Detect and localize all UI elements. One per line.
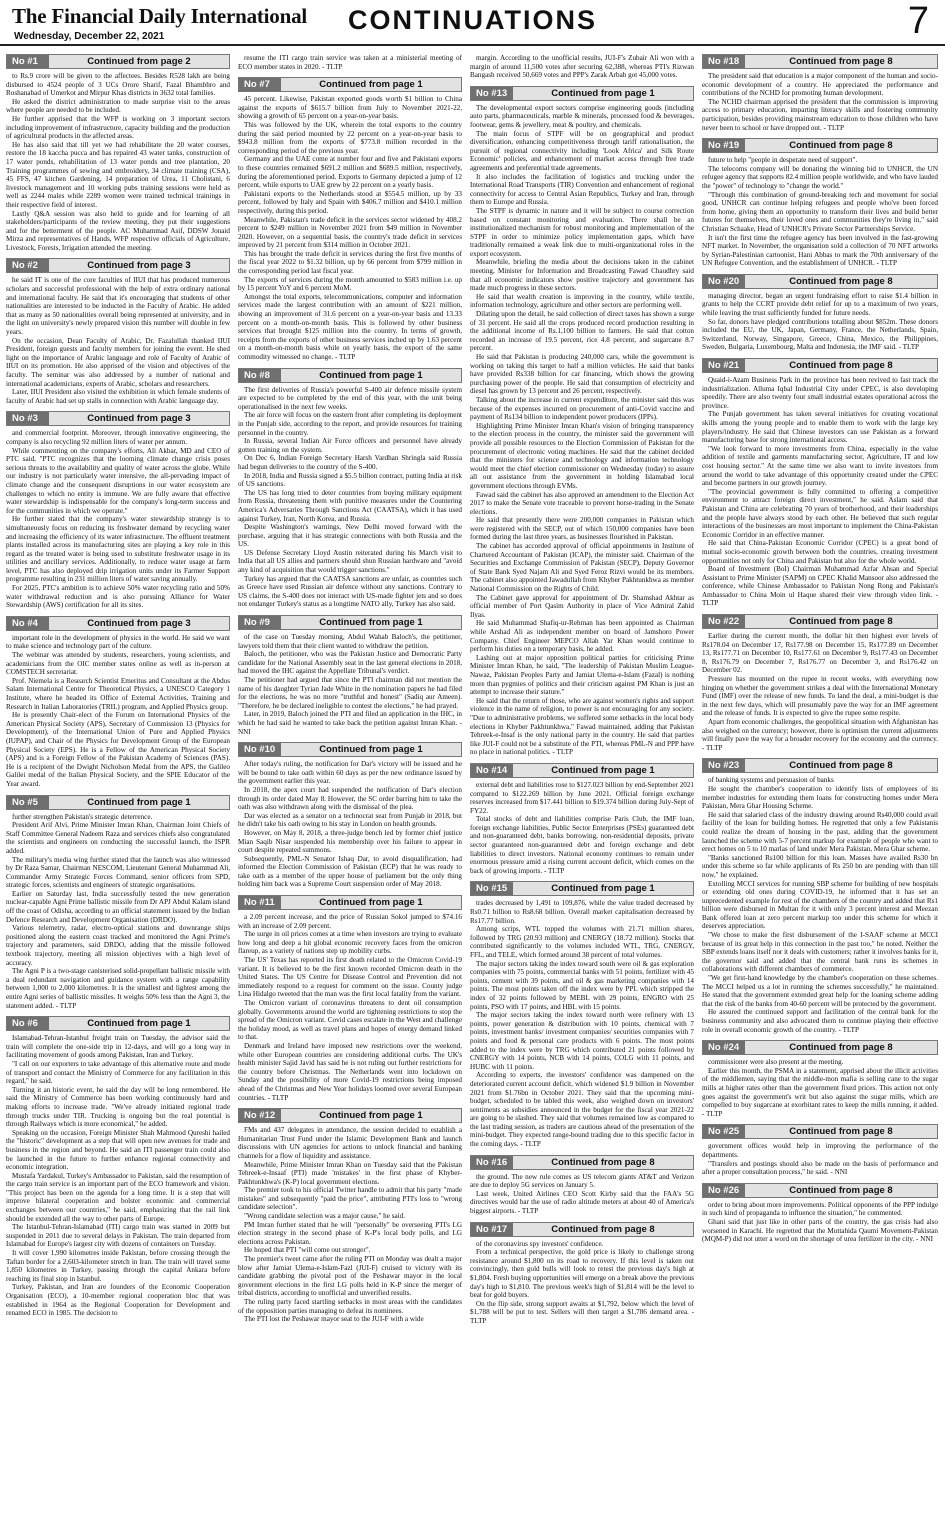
paragraph: In Russia, several Indian Air Force officers and personnel have already gotten training on the system.: [238, 437, 462, 454]
paragraph: According to experts, the investors' confidence was dampened on the deteriorated current account deficit, which widened $1.9 billion in November 2021 from $1.76bn in October 2021. They said that the upcoming mini-budget, scheduled to be tabled this week, also weighed down on investors' sentiments as subsidies announced in the budget for the fiscal year 2021-22 are going to be slashed. They said that volumes remained low as compared to the last trading session, as traders are cautious ahead of the presentation of the mini-budget. They expected range-bound trading due to this specific factor in the coming days. - TLTP: [470, 1071, 694, 1149]
article-body: [238, 54, 462, 71]
paragraph: The major sectors taking the index toward north were refinery with 13 points, power generation & distribution with 10 points, chemical with 7 points, investment banks/ investment companies/ securities companies with 7 points and food & personal care products with 6 points. The most points added to the index were by TRG which contributed 21 points followed by CNERGY with 14 points, NCB with 14 points, COLG with 11 points, and HUBC with 11 points.: [470, 1011, 694, 1071]
article-continuation: [238, 77, 462, 361]
continuation-header: [470, 1222, 694, 1237]
paragraph: Subsequently, PML-N Senator Ishaq Dar, to avoid disqualification, had informed the Election Commission of Pakistan (ECP) that he was ready to take oath as a member of the upper house of parliament but the only thing holding him back was a Supreme Court suspension order of May 2018.: [238, 854, 462, 889]
continuation-header: [238, 895, 462, 910]
paragraph: The major sectors taking the index toward south were oil & gas exploration companies with 75 points, commercial banks with 51 points, fertilizer with 45 points, cement with 39 points, and oil & gas marketing companies with 14 points. The most points taken off the index were by PPL which stripped the index of 32 points followed by MEBL with 29 points, ENGRO with 25 points, PSO with 17 points, and HBL with 15 points.: [470, 959, 694, 1011]
continued-from-label: Continued from page 1: [513, 882, 693, 895]
paragraph: It also includes the facilitation of logistics and trucking under the International Road Transports (TIR) Convention and enhancement of regional connectivity for access to Central Asian Republics, Turkey and Iran, through them to Europe and Russia.: [470, 172, 694, 207]
column-3: [470, 54, 694, 1524]
continued-from-label: Continued from page 1: [49, 796, 229, 809]
article-continuation: [702, 138, 938, 268]
continuation-header: [702, 758, 938, 773]
continued-from-label: Continued from page 1: [513, 87, 693, 100]
article-body: [238, 760, 462, 889]
paragraph: The Omicron variant of coronavirus threatens to dent oil consumption globally. Governments around the world are tightening restrictions to stop the spread of the Omicron variant. Covid cases escalate in the West and challenge the holiday mood, as well as travel plans and hopes of energy demand linked to that.: [238, 999, 462, 1042]
paragraph: The premier's tweet came after the ruling PTI on Monday was dealt a major blow after Jamiat Ulema-e-Islam-Fazl (JUI-F) cruised to victory with its candidate grabbing the pivotal post of the Peshawar mayor in the local government elections in the first LG polls held in K-P since the merger of tribal districts, according to unofficial and unverified results.: [238, 1255, 462, 1298]
story-number: No #16: [471, 1156, 513, 1169]
paragraph: external debt and liabilities rose to $127.023 billion by end-September 2021 compared to $122.269 billion by June 2021. Official foreign exchange reserves increased from $17.441 billion to $19.374 billion during July-Sept of FY22.: [470, 780, 694, 815]
article-continuation: [6, 795, 230, 1011]
story-number: No #8: [239, 369, 281, 382]
article-body: [6, 813, 230, 1011]
paragraph: he said IT is one of the core faculties of IIUI that has produced numerous scholars and successful professional with the help of extra ordinary national and international faculty. He said that it's encouraging that students of other nationalities are interested to be inducted in the Faculty of Arabic. He added that as many as 50 nationalities overall being represented at university, and in the light on university's newly prepared vision this number will double in few years.: [6, 276, 230, 337]
paragraph: The Punjab government has taken several initiatives for creating vocational skills among the young people and to enable them to work with the large key players/industry. He said that Chinese investors can use Pakistan as a forward manufacturing base for strong international access.: [702, 410, 938, 445]
paragraph: He said that presently there were 200,000 companies in Pakistan which were registered with the SECP, out of which 150,000 companies have been formed during the last three years, as businesses flourished in Pakistan.: [470, 516, 694, 542]
paragraph: Lastly Q&A session was also held to guide and for learning of all stakeholders/participants of the review meeting, they put their suggestions and for the betterment of the people. AC Muhammad Asif, DDSW Jonaid Mirza and representatives of Hands, WFP respective officials of Agriculture, Livestock, Forests, Irrigation attended the meeting.: [6, 209, 230, 252]
article-continuation: [238, 615, 462, 736]
paragraph: of the case on Tuesday morning, Abdul Wahab Baloch's, the petitioner, lawyers told them that their client wanted to withdraw the petition.: [238, 633, 462, 650]
paragraph: On Dec 6, Indian Foreign Secretary Harsh Vardhan Shringla said Russia had begun deliveries to the country of the S-400.: [238, 454, 462, 471]
article-continuation: [702, 1124, 938, 1176]
article-continuation: [702, 274, 938, 352]
article-continuation: [470, 881, 694, 1148]
paragraph: The PTI lost the Peshawar mayor seat to the JUI-F with a wide: [244, 1315, 424, 1324]
paragraph: PM Imran further stated that he will "personally" be overseeing PTI's LG election strategy in the second phase of K-P's local body polls, and LG elections across Pakistan.: [238, 1220, 462, 1246]
paragraph: Apart from economic challenges, the geopolitical situation with Afghanistan has also weighed on the currency; however, there is optimism the current adjustments will finally pave the way for a broader recovery for the economy and the currency. - TLTP: [702, 718, 938, 752]
paragraph: Later, in 2019, Baloch joined the PTI and filed an application in the IHC, in which he had said he wanted to take back the petition against Imran Khan. - NNI: [238, 710, 462, 736]
paragraph: Talking about the increase in current expenditure, the minister said this was because of the expenses incurred on procurement of anti-Covid vaccine and payment of Rs134 billion to independent power producers (IPPs).: [470, 395, 694, 422]
story-number: No #13: [471, 87, 513, 100]
continuation-header: [238, 77, 462, 92]
article-continuation: [6, 258, 230, 405]
paragraph: managing director, began an urgent fundraising effort to raise $1.4 billion in grants to help the CCRT provide debt relief for up to a maximum of two years, while leaving the trust sufficiently funded for future needs.: [702, 291, 938, 318]
article-continuation: [470, 1222, 694, 1326]
continuation-header: [702, 138, 938, 153]
article-continuation: [6, 1016, 230, 1318]
story-number: No #1: [7, 55, 49, 68]
paragraph: margin. According to the unofficial results, JUI-F's Zubair Ali won with a margin of around 11,500 votes after securing 62,388, whereas PTI's Rizwan Bangash received 50,669 votes and PPP's Zarak Arbab got 45,000 votes.: [470, 54, 694, 80]
article-continuation: [238, 742, 462, 889]
article-continuation: [702, 54, 938, 132]
continued-from-label: Continued from page 1: [281, 1109, 461, 1122]
paragraph: The webinar was attended by students, researchers, young scientists, and academicians from the OIC member states online as well as in-person at COMSTECH secretariat.: [6, 651, 230, 677]
story-number: No #10: [239, 743, 281, 756]
story-number: No #24: [703, 1041, 745, 1054]
continued-from-label: Continued from page 8: [745, 275, 937, 288]
paragraph: The president said that education is a major component of the human and socio-economic development of a country. He appreciated the performance and contributions of the NCHD for promoting human development.: [702, 72, 938, 98]
article-body: [702, 1201, 938, 1244]
story-number: No #14: [471, 764, 513, 777]
story-number: No #15: [471, 882, 513, 895]
masthead: [0, 0, 945, 46]
paragraph: He said that Pakistan is producing 240,000 cars, while the government is working on taking this target to half a million vehicles. He said that banks have provided Rs338 billion for car financing, which shows the growing purchasing power of the people. He said that consumption of electricity and diesel has grown by 13 percent and 26 percent, respectively.: [470, 353, 694, 396]
paragraph: Turkey has argued that the CAATSA sanctions are unfair, as countries such as Greece have used Russian air defence without any sanctions. Contrary to US claims, the S-400 does not interact with US-made fighter jets and so does not endanger Turkey's status as a longtime NATO ally, Turkey has also said.: [238, 574, 462, 609]
story-number: No #5: [7, 796, 49, 809]
paragraph: "We look forward to more investments from China, especially in the value addition of textile and garments manufacturing sector, Agriculture, IT and low cost housing sector." At the same time we also want to invite investors from around the world to take advantage of this opportunity created under the CPEC and become partners in our growth journey.: [702, 444, 938, 488]
paragraph: Pakistani exports to the Netherlands stood at $554.5 million, up by 33 percent, followed by Italy and Spain with $406.7 million and $410.1 million respectively, during this period.: [238, 189, 462, 215]
article-body: [470, 1240, 694, 1326]
paragraph: important role in the development of physics in the world. He said we want to make science and technology part of the culture.: [6, 633, 230, 651]
paragraph: The US has long tried to deter countries from buying military equipment from Russia, threatening them with punitive measures under the Countering America's Adversaries Through Sanctions Act (CAATSA), which it has used against Turkey, Iran, North Korea, and Russia.: [238, 488, 462, 523]
paragraph: "Transfers and postings should also be made on the basis of performance and after a proper consultation process," he said. - NNI: [702, 1159, 938, 1177]
paragraph: Germany and the UAE come at number four and five and Pakistani exports to these countries remained $691.2 million and $689.5 million, respectively, during the aforementioned period. Exports to Germany depicted a jump of 12 percent, while exports to UAE grew by 22 percent on a yearly basis.: [238, 155, 462, 190]
article-body: [470, 1173, 694, 1216]
continued-from-label: Continued from page 1: [281, 78, 461, 91]
paragraph: The NCHD chairman apprised the president that the commission is improving access to primary education, imparting literacy skills and fostering community participation, besides providing mainstream education to those children who have never been to school or have dropped out. - TLTP: [702, 97, 938, 132]
article-body: [6, 1034, 230, 1318]
paragraph: to Rs.9 crore will be given to the affectees. Besides R528 lakh are being disbursed to 4524 people of 3 UCs Orore Sharif, Fazal Bhambhro and Roshanabad of Umerkot and Mirpur Khas districts in 3632 total families.: [6, 72, 230, 98]
column-4: [702, 54, 938, 1524]
article-body: [6, 276, 230, 405]
continued-from-label: Continued from page 8: [745, 139, 937, 152]
continued-from-label: Continued from page 8: [745, 615, 937, 628]
article-body: [238, 633, 462, 736]
paragraph: This was followed by the UK, wherein the total exports to the country during the said period mounted by 22 percent on a year-on-year basis to $943.8 million from the exports of $773.8 million recorded in the corresponding period of the previous year.: [238, 120, 462, 155]
continuation-header: [470, 86, 694, 101]
paragraph: Turkey, Pakistan, and Iran are founders of the Economic Cooperation Organisation (ECO), a 10-member regional cooperation bloc that was established in 1964 as the Regional Cooperation for Development and renamed ECO in 1985. The decision to: [6, 1283, 230, 1318]
paragraph: He said that the return of those, who are against women's rights and support violence in the name of religion, to power is not encouraging for any society. "Due to administrative problems, we suffered some setbacks in the local body elections in Khyber Pakhtunkhwa," Fawad maintained, adding that Pakistan Tehreek-e-Insaf is the only national party in the country. He said that parties like JUI-F could not be a substitute of the PTI, whereas PML-N and PPP have no place in national politics. - TLTP: [470, 696, 694, 757]
paragraph: Later, IIUI President also visited the exhibition in which female students of faculty of Arabic had set up stalls in connection with Arabic language day.: [6, 388, 230, 405]
paragraph: Baloch, the petitioner, who was the Pakistan Justice and Democratic Party candidate for the National Assembly seat in the last general elections in 2018, had moved the IHC against the Appellate Tribunal's verdict.: [238, 650, 462, 676]
paragraph: He said that China-Pakistan Economic Corridor (CPEC) is a great bond of mutual socio-economic growth between both the countries, creating investment opportunities not only for China and Pakistan but also for the whole world.: [702, 539, 938, 565]
paragraph: On the occasion, Dean Faculty of Arabic, Dr. Fazalullah thanked IIUI President, foreign guests and faculty members for joining the event. He shed light on the importance of Arabic language and role of Faculty of Arabic of IIUI on its promotion. He also apprised of the vision and objectives of the faculty. The seminar was also addressed by a number of national and international academicians, experts of Arabic, scholars and researchers.: [6, 336, 230, 388]
paragraph: On the flip side, strong support awaits at $1,792, below which the level of $1,788 will be put to test. Sellers will then target a $1,786 demand area. - TLTP: [470, 1299, 694, 1325]
paragraph: The STPF is dynamic in nature and it will be subject to course correction based on constant monitoring and evaluation. There shall be an institutionalized mechanism for robust monitoring and implementation of the STPF in order to minimize policy implementation gaps, which have traditionally remained a weak link due to multi-organizational roles in the export ecosystem.: [470, 206, 694, 258]
paragraph: future to help "people in desperate need of support".: [708, 156, 858, 165]
continuation-header: [702, 358, 938, 373]
continued-from-label: Continued from page 3: [49, 412, 229, 425]
paragraph: He hoped that PTI "will come out stronger".: [244, 1246, 371, 1255]
paragraph: "Wrong candidate selection was a major cause," he said.: [244, 1212, 405, 1221]
paragraph: While commenting on the company's efforts, Ali Akbar, MD and CEO of PTC said, "PTC recognizes that the looming climate change crisis poses serious threats to the availability and quality of water across the globe. While our industry is not particularly water intensive, the all-pervading impact of climate change and the consequent disruptions in our water ecosystem are challenges to which no entity is immune. We are fully aware that effective water stewardship is indispensable for the company's long-term success and for the communities in which we operate.": [6, 446, 230, 515]
article-continuation: [470, 763, 694, 876]
continued-from-label: Continued from page 2: [49, 55, 229, 68]
paragraph: The main focus of STPF will be on geographical and product diversification, enhancing competitiveness through tariff rationalisation, the pursuit of regional connectivity including 'Look Africa' and Silk Route Economic' policies, and enhancement of market access through free trade agreements and preferential trade agreements.: [470, 129, 694, 172]
article-body: [470, 104, 694, 757]
paragraph: He sought the chamber's cooperation to identify lists of employees of its member industries for extending them loans for constructing homes under Mera Pakistan, Mera Ghar Housing Scheme.: [702, 784, 938, 811]
paragraph: Mustafa Yardakul, Turkey's Ambassador to Pakistan, said the resumption of the cargo train service is an important part of the ECO framework and vision. "This project has been on the agenda for a long time. It is a step that will improve bilateral cooperation and bolster economic and commercial exchanges between our countries," he said, emphasizing that the rail link should be extended all the way to other parts of Europe.: [6, 1171, 230, 1223]
article-body: [702, 376, 938, 608]
paragraph: FMs and 437 delegates in attendance, the session decided to establish a Humanitarian Trust Fund under the Islamic Development Bank and launch discussions with UN agencies for actions to unlock financial and banking channels for a flow of liquidity and assistance.: [238, 1126, 462, 1160]
paragraph: "Through this combination of ground-breaking tech and movement for social good, UNHCR can continue helping refugees and people who've been forced from home, giving them an opportunity to transform their lives and build better futures for themselves, their loved ones and communities they're living in," said Christian Schaake, Head of UNHCR's Private Sector Partnerships Service.: [702, 190, 938, 233]
paragraph: 45 percent. Likewise, Pakistan exported goods worth $1 billion to China against the exports of $615.7 billion from July to November 2021-22, showing a growth of 65 percent on a year-on-year basis.: [238, 95, 462, 121]
article-body: [702, 72, 938, 132]
paragraph: After today's ruling, the notification for Dar's victory will be issued and he will be bound to take oath within 60 days as per the new ordinance issued by the government earlier this year.: [238, 760, 462, 786]
page-number: 7: [907, 0, 929, 42]
continuation-header: [6, 258, 230, 273]
article-continuation: [702, 614, 938, 752]
continued-from-label: Continued from page 8: [513, 1156, 693, 1169]
paragraph: The Istanbul-Tehran-Islamabad (ITI) cargo train was started in 2009 but suspended in 2011 due to several delays in Pakistan. The train departed from Islamabad for Europe's largest city with dozens of containers on Tuesday.: [6, 1223, 230, 1249]
paragraph: US Defense Secretary Lloyd Austin reiterated during his March visit to India that all US allies and partners should shun Russian hardware and "avoid any kind of acquisition that would trigger sanctions.": [238, 548, 462, 575]
paragraph: Ghani said that just like in other parts of the country, the gas crisis had also worsened in Karachi. He regretted that the Muttahida Qaumi Movement-Pakistan (MQM-P) did not utter a word on the shortage of urea fertilizer in the city. - NNI: [702, 1217, 938, 1244]
paragraph: further strengthen Pakistan's strategic deterrence.: [12, 812, 153, 821]
paragraph: He said Muhammad Shafiq-ur-Rehman has been appointed as Chairman while Arshad Ali as independent member on board of Jamshoro Power Company. Chief Engineer MEPCO Allah Yar Khan would continue to perform his duties on a temporary basis, he added.: [470, 619, 694, 654]
paragraph: In 2018, India and Russia signed a $5.5 billion contract, putting India at risk of US sanctions.: [238, 471, 462, 489]
continuation-header: [702, 614, 938, 629]
continued-from-label: Continued from page 8: [513, 1223, 693, 1236]
paragraph: the ground. The new rule comes as US telecom giants AT&T and Verizon are due to deploy 5G services on January 5.: [470, 1172, 694, 1190]
article-body: [6, 72, 230, 252]
story-number: No #7: [239, 78, 281, 91]
paragraph: The Cabinet gave approval for appointment of Dr. Shamshad Akhtar as official member of Port Qasim Authority in place of Vice Admiral Zahid Ilyas.: [470, 593, 694, 619]
article-continuation: [6, 616, 230, 789]
paragraph: He has also said that till yet we had rehabilitate the 20 water courses, restore the 18 kaccha pucca and has repaired 43 water tanks, construction of 17 water ponds, rehabilitation of 13 water ponds and tree plantation, 20 Training programmes of sewing and embroidery, 34 climate training (CSA), 45 FFS, 47 kitchen Gardening, 14 preparation of Urea, 11 Cholistani, 6 livestock management and 10 working pubs training sessions were held as well as 2244 males while 2289 women were trained technical trainings in their respective field of interest.: [6, 140, 230, 209]
article-continuation: [702, 358, 938, 608]
paragraph: Last week, United Airlines CEO Scott Kirby said that the FAA's 5G directives would bar the use of radio altitude meters at about 40 of America's biggest airports. - TLTP: [470, 1189, 694, 1216]
article-body: [238, 95, 462, 361]
paragraph: From a technical perspective, the gold price is likely to challenge strong resistance around $1,800 on its road to recovery. If this level is taken out convincingly, then gold bulls will look to retest the previous day's high at $1,804. Fresh buying opportunities will emerge on a break above the previous day's high to $1,810. The previous week's high of $1,814 will be the level to beat for gold buyers.: [470, 1248, 694, 1300]
paragraph: He further apprised that the WFP is working on 3 important sectors including improvement of infrastructure, capacity building and the production of agricultural products in the affected areas.: [6, 114, 230, 141]
paragraph: "We get first-hand knowledge by the chamber's cooperation on these schemes. The MCCI helped us a lot in running the schemes successfully," he maintained. He stated that the government extended great help for the loaning scheme adding that the risk of the banks from 40-60 percent will be protected by the government.: [702, 974, 938, 1008]
paragraph: Dilating upon the detail, he said collection of direct taxes has shown a surge of 31 percent. He said all the crops produced record production resulting in the additional income of Rs.1,100 billion to farmers. He said that cotton recorded an increase of 19.5 percent, rice 4.8 percent, and sugarcane 8.7 percent.: [470, 310, 694, 353]
paragraph: So far, donors have pledged contributions totalling about $852m. These donors included the EU, the UK, Japan, Germany, France, the Netherlands, Spain, Switzerland, Norway, Singapore, Greece, China, Mexico, the Philippines, Sweden, Bulgaria, Luxembourg, Malta and Indonesia, the IMF said. - TLTP: [702, 317, 938, 352]
article-continuation: [238, 1108, 462, 1324]
paragraph: The surge in oil prices comes at a time when investors are trying to evaluate how long and deep a hit global economic recovery faces from the omicron flareup, as a variety of nations step up mobility curbs.: [238, 930, 462, 956]
paragraph: Islamabad-Tehran-Istanbul freight train on Tuesday, the advisor said the train will complete the one-side trip in 12-days, and will go a long way in facilitating movement of goods among Pakistan, Iran and Turkey.: [6, 1034, 230, 1060]
story-number: No #17: [471, 1223, 513, 1236]
paragraph: Denmark and Ireland have imposed new restrictions over the weekend, while other European countries are considering additional curbs. The UK's health minister Sajid Javid has said he is not ruling out further restrictions for the country before Christmas. The Netherlands went into lockdown on Sunday and the possibility of more Covid-19 restrictions being imposed ahead of the Christmas and New Year holidays loomed over several European countries. - TLTP: [238, 1041, 462, 1102]
paragraph: Meanwhile, Prime Minister Imran Khan on Tuesday said that the Pakistan Tehreek-e-Insaaf (PTI) made 'mistakes' in the first phase of Khyber-Pakhtunkhwa's (K-P) local government elections.: [238, 1160, 462, 1186]
paragraph: The premier took to his official Twitter handle to admit that his party "made mistakes" and subsequently "paid the price", attributing PTI's loss to "wrong candidate selection".: [238, 1186, 462, 1212]
paragraph: President Arif Alvi, Prime Minister Imran Khan, Chairman Joint Chiefs of Staff Committee General Nadeem Raza and services chiefs also congratulated the scientists and engineers on conducting the successful launch, the ISPR added.: [6, 821, 230, 855]
paragraph: government offices would help in improving the performance of the departments.: [702, 1142, 938, 1159]
continuation-header: [238, 615, 462, 630]
story-number: No #6: [7, 1017, 49, 1030]
continuation-header: [238, 742, 462, 757]
paragraph: He is presently Chair-elect of the Forum on International Physics of the American Physical Society (APS), Secretary of Commission 13 (Physics for Development), of the International Union of Pure and Applied Physics (IUPAP), and Chair of the Physics for Development Group of the European Physical Society (EPS). He is a Fellow of the American Physical Society (APS) and is a Foreign Fellow of the Pakistan Academy of Sciences (PAS). He is a recipient of the Dwight Nicholson Medal from the APS, the Galileo Galilei medal of the Italian Physical Society, and the SPIE Educator of the Year award.: [6, 711, 230, 788]
paragraph: and commercial footprint. Moreover, through innovative engineering, the company is also recycling 92 million liters of water per annum.: [6, 429, 230, 446]
paragraph: He asked the district administration to made surprise visit to the areas where people are needed to be included.: [6, 97, 230, 115]
article-continuation: [238, 895, 462, 1102]
article-continuation: [6, 54, 230, 252]
article-body: [470, 781, 694, 876]
paragraph: Turning it an historic event, he said the day will be long remembered. He said the Ministry of Commerce has been working continuously hard and making efforts to increase trade. "We've already initiated regional trade through trucks under TIR. Trucking is ongoing but the real potential is through Railways which is more economical," he added.: [6, 1085, 230, 1129]
continued-from-label: Continued from page 1: [281, 743, 461, 756]
story-number: No #3: [7, 412, 49, 425]
continuation-header: [6, 54, 230, 69]
article-continuation: [702, 1040, 938, 1118]
article-body: [6, 634, 230, 789]
paragraph: commissioner were also present at the meeting.: [708, 1058, 844, 1067]
column-1: [6, 54, 230, 1524]
continued-from-label: Continued from page 1: [49, 1017, 229, 1030]
paragraph: Earlier during the current month, the dollar hit then highest ever levels of Rs178.04 on December 17, Rs177.98 on December 15, Rs177.89 on December 13, Rs177.71 on December 10, Rs177.61 on December 9, Rs177.43 on December 8, Rs176.79 on December 7, Rs176.77 on December 3, and Rs176.42 on December 02.: [702, 632, 938, 675]
continuation-header: [6, 411, 230, 426]
continued-from-label: Continued from page 8: [745, 55, 937, 68]
article-body: [470, 54, 694, 80]
continued-from-label: Continued from page 1: [281, 896, 461, 909]
continuation-header: [6, 616, 230, 631]
section-title: CONTINUATIONS: [348, 5, 597, 35]
paragraph: The ruling party faced startling setbacks in most areas with the candidates of the opposition parties managing to defeat its nominees.: [238, 1298, 462, 1315]
continuation-header: [6, 1016, 230, 1031]
paragraph: In 2018, the apex court had suspended the notification of Dar's election through its order dated May 8. However, the SC order barring him to take the oath was also withdrawn along with the dismissal of the plea.: [238, 785, 462, 812]
paragraph: Total stocks of debt and liabilities comprise Paris Club, the IMF loan, foreign exchange liabilities, Public Sector Enterprises (PSEs) guaranteed debt and non-guaranteed debt, banks borrowing, non-residential deposits, private sector guaranteed non-guaranteed debt and foreign exchange and debt liabilities to direct investors. National economy continues to remain under enormous pressure amid a rising current account deficit, which comes on the back of growing imports. - TLTP: [470, 815, 694, 875]
story-number: No #21: [703, 359, 745, 372]
article-continuation: [470, 54, 694, 80]
paragraph: Pressure has mounted on the rupee in recent weeks, with everything now hinging on whether the government strikes a deal with the International Monetary Fund (IMF) over the release of new funds. To land the deal, a mini-budget is due in the next few days, which will presumably pave the way for an IMF agreement and the release of funds. It is expected to give the rupee some respite.: [702, 675, 938, 718]
continuation-header: [470, 881, 694, 896]
story-number: No #9: [239, 616, 281, 629]
paragraph: Various telemetry, radar, electro-optical stations and downrange ships positioned along the eastern coast tracked and monitored the Agni Prime's trajectory and parameters, said DRDO, adding that the missile followed textbook trajectory, meeting all mission objectives with a high level of accuracy.: [6, 924, 230, 967]
paragraph: Meanwhile, Pakistan's trade deficit in the services sector widened by 408.2 percent to $249 million in November 2021 from $49 million in November 2020. However, on a sequential basis, the country's trade deficit in services improved by 21 percent from $314 million in October 2021.: [238, 215, 462, 250]
article-continuation: [238, 54, 462, 71]
article-body: [238, 913, 462, 1102]
continuation-header: [238, 368, 462, 383]
paragraph: The air force will focus on the eastern front after completing its deployment in the Punjab side, according to the report, and provide resources for training personnel in the country.: [238, 411, 462, 437]
story-number: No #2: [7, 259, 49, 272]
article-continuation: [238, 368, 462, 609]
issue-date: Wednesday, December 22, 2021: [14, 31, 165, 42]
paragraph: "The provincial government is fully committed to offering a competitive environment to attract foreign direct investment," he said. Aslam said that Pakistan and China are celebrating 70 years of brotherhood, and their leaderships and the people have always stood by each other. He believed that such regular interactions of the businesses are most important to implement the China-Pakistan Economic Corridor in an effective manner.: [702, 487, 938, 539]
paragraph: Board of Investment (BoI) Chairman Muhammad Azfar Ahsan and Special Assistant to Prime Minister (SAPM) on CPEC Khalid Mansoor also addressed the conference, while Chinese Ambassador to Pakistan Nong Rong and Pakistan's Ambassador to China Moin ul Haque shared their view through video link. - TLTP: [702, 565, 938, 608]
continuation-header: [470, 763, 694, 778]
paragraph: It isn't the first time the refugee agency has been involved in the fast-growing NFT market. In November, the organisation sold a collection of 70 NFT artworks by Syrian-Palestinian cartoonist, Hani Abbas to mark the 70th anniversary of the UN Refugee Convention, and the establishment of UNHCR. - TLTP: [702, 233, 938, 268]
continuation-header: [6, 795, 230, 810]
paragraph: For 2025, PTC's ambition is to achieve 50% water recycling ratio and 50% water withdrawal reduction and is also pursuing Alliance for Water Stewardship (AWS) certification for all its sites.: [6, 584, 230, 610]
continuation-header: [702, 1124, 938, 1139]
column-2: [238, 54, 462, 1524]
paragraph: of banking systems and persuasion of banks: [708, 776, 834, 785]
paragraph: a 2.09 percent increase, and the price of Russian Sokol jumped to $74.16 with an increase of 2.09 percent.: [238, 913, 462, 930]
paragraph: Fawad said the cabinet has also approved an amendment to the Election Act 2017 to make the Senate vote traceable to prevent horse-trading in the Senate elections.: [470, 490, 694, 516]
article-body: [6, 429, 230, 609]
continued-from-label: Continued from page 3: [49, 259, 229, 272]
paragraph: The petitioner had argued that since the PTI chairman did not mention the name of his daughter Tyrian Jade White in the nomination papers he had filed for the elections, he was no more "truthful and honest" (Sadiq aur Ameen). "Therefore, he be declared ineligible to contest the elections," he had prayed.: [238, 676, 462, 710]
article-continuation: [702, 1183, 938, 1244]
continued-from-label: Continued from page 1: [281, 369, 461, 382]
continued-from-label: Continued from page 3: [49, 617, 229, 630]
continuation-header: [238, 1108, 462, 1123]
paragraph: "I call on our exporters to take advantage of this alternative route and mode of transport and contact the Ministry of Commerce for any facilitation in this regard," he said.: [6, 1059, 230, 1086]
article-continuation: [470, 86, 694, 757]
paragraph: The cabinet has accorded approval of official appointments in Institute of Chartered Accountant of Pakistan (ICAP), the minister said. Chairman of the Securities and Exchange Commission of Pakistan (SECP), Deputy Governor of State Bank Syed Najam Ali and Syed Feroz Rizvi would be its members. The cabinet also appointed Jawadullah from Khyber Pakhtunkhwa as member National Commission on the Rights of Child.: [470, 542, 694, 594]
story-number: No #23: [703, 759, 745, 772]
article-body: [238, 386, 462, 609]
article-continuation: [470, 1155, 694, 1216]
paragraph: Despite Washington's warnings, New Delhi moved forward with the purchase, arguing that it has strategic connections with both Russia and the US.: [238, 523, 462, 549]
paragraph: Lashing out at major opposition political parties for criticising Prime Minister Imran Khan, he said, "The leadership of Pakistan Muslim League-Nawaz, Pakistan Peoples Party and Jamiat Ulema-e-Islam (Fazal) is nothing more than pygmies of politics and their criticism against PM Khan is just an attempt to increase their stature.": [470, 653, 694, 697]
continued-from-label: Continued from page 1: [513, 764, 693, 777]
continuation-header: [702, 1040, 938, 1055]
paragraph: Among scrips, WTL topped the volumes with 21.71 million shares, followed by TRG (20.93 million) and CNERGY (18.72 million). Stocks that contributed significantly to the volumes included WTL, TRG, CNERGY, FFL, and TELE, which formed around 38 percent of total volumes.: [470, 925, 694, 959]
story-number: No #12: [239, 1109, 281, 1122]
paragraph: The Agni P is a two-stage canisterised solid-propellant ballistic missile with a dual redundant navigation and guidance system with a range capability between 1,000 to 2,000 kilometres. It is the smallest and lightest among the entire Agni series of ballistic missiles. It weighs 50% less than the Agni 3, the statement added. - TLTP: [6, 967, 230, 1010]
article-body: [702, 1058, 938, 1118]
article-body: [702, 292, 938, 352]
paragraph: "Banks sanctioned Rs100 billion for this loan. Masses have availed Rs30 bn under this scheme so far while applicants of Rs 250 bn are pending with than till now," he explained.: [702, 853, 938, 879]
story-number: No #4: [7, 617, 49, 630]
article-body: [470, 899, 694, 1148]
paragraph: It will cover 1,990 kilometres inside Pakistan, before crossing through the Taftan border for a 2,603-kilometer stretch in Iran. The train will travel some 1,850 kilometres in Turkey, passing through the capital Ankara before reaching its final stop in Istanbul.: [6, 1249, 230, 1283]
continued-from-label: Continued from page 8: [745, 759, 937, 772]
paragraph: resume the ITI cargo train service was taken at a ministerial meeting of ECO member states in 2020. - TLTP: [238, 54, 462, 71]
continued-from-label: Continued from page 8: [745, 1041, 937, 1054]
paragraph: The military's media wing further stated that the launch was also witnessed by Dr Raza Samar, Chairman NESCOM, Lieutenant General Muhammad Ali, Commander Army Strategic Forces Command, senior officers from SPD, strategic forces, scientists and engineers of strategic organisations.: [6, 855, 230, 890]
paragraph: trades decreased by 1,491 to 109,876, while the value traded decreased by Rs0.71 billion to Rs8.68 billion. Overall market capitalisation decreased by Rs17.77 billion.: [470, 899, 694, 925]
continued-from-label: Continued from page 1: [281, 616, 461, 629]
story-number: No #11: [239, 896, 281, 909]
continuation-header: [702, 54, 938, 69]
paragraph: of the coronavirus spy investors' confidence.: [476, 1239, 604, 1248]
article-body: [702, 632, 938, 752]
story-number: No #20: [703, 275, 745, 288]
continuation-header: [702, 274, 938, 289]
article-body: [702, 156, 938, 268]
paragraph: Amongst the total exports, telecommunications, computer and information services made the largest contribution with an amount of $221 million, showing an improvement of 31.6 percent on a year-on-year basis and 13.33 percent on a month-on-month basis. This is followed by other business services that brought $125 million into the country. In terms of growth, receipts from the exports of other business services inched up by 1.63 percent on a month-on-month basis while on yearly basis, the export of the same commodity witnessed no change. - TLTP: [238, 292, 462, 361]
continued-from-label: Continued from page 8: [745, 1184, 937, 1197]
article-body: [702, 776, 938, 1034]
paragraph: However, on May 8, 2018, a three-judge bench led by former chief justice Mian Saqib Nisar suspended his membership over his failure to appear in court despite repeated summons.: [238, 828, 462, 855]
paragraph: Extolling MCCI services for running SBP scheme for building of new hospitals or extending old ones during COVID-19, he informed that it has set an unprecedented example for rest of the chambers of the country and added that Rs1 billion were disbursed in Multan for it with only 3 percent interest and Meezan Bank offered loan at zero percent markup too under this scheme for which it deserves appreciation.: [702, 879, 938, 931]
continuation-header: [702, 1183, 938, 1198]
article-continuation: [702, 758, 938, 1034]
paragraph: The telecoms company will be donating the winning bid to UNHCR, the UN refugee agency that supports 82.4 million people worldwide, and who have lauded the "power" of technology to "change the world.": [702, 164, 938, 190]
paragraph: Dar was elected as a senator on a technocrat seat from Punjab in 2018, but he didn't take his oath owing to his stay in London on health grounds.: [238, 811, 462, 829]
article-continuation: [6, 411, 230, 609]
paragraph: This has brought the trade deficit in services during the first five months of the fiscal year 2022 to $1.32 billion, up by 66 percent from $799 million in the corresponding period last fiscal year.: [238, 249, 462, 276]
paragraph: The exports of services during the month amounted to $583 million i.e. up by 15 percent YoY and 6 percent MoM.: [238, 275, 462, 293]
story-number: No #18: [703, 55, 745, 68]
paragraph: He said that salaried class of the industry drawing around Rs40,000 could avail facility of the loan for building homes. He regretted that only a few Pakistanis could realize the dream of housing in the past, adding that the government launched the scheme with 5-7 percent markup for example of people who want to erect homes on 5 to 10 marlas of land under Mera Pakistan, Mera Ghar scheme.: [702, 810, 938, 854]
continued-from-label: Continued from page 8: [745, 359, 937, 372]
continuation-header: [470, 1155, 694, 1170]
story-number: No #26: [703, 1184, 745, 1197]
story-number: No #22: [703, 615, 745, 628]
paragraph: Speaking on the occasion, Foreign Minister Shah Mahmood Qureshi hailed the "historic" development as a step that will open new avenues for trade and business in the region and beyond. He said an ITI passenger train could also be launched in the future to further enhance regional connectivity and economic integration.: [6, 1128, 230, 1172]
paragraph: He further stated that the company's water stewardship strategy is to simultaneously focus on reducing its freshwater demand by recycling water and increasing the efficiency of its water infrastructure. The effluent treatment plants installed across its manufacturing sites are playing a key role in this regard as the treated water is being used to substitute freshwater usage in its utilities and ancillary services. Additionally, to reduce water usage at farm level, PTC has also deployed drip irrigation units under its Farmer Support programme resulting in 231 million liters of water saving annually.: [6, 515, 230, 584]
story-number: No #25: [703, 1125, 745, 1138]
newspaper-title: The Financial Daily International: [12, 4, 308, 28]
paragraph: Highlighting Prime Minister Imran Khan's vision of bringing transparency to the election process in the country, the minister said the government will provide all possible resources to the Election Commission of Pakistan for the procurement of electronic voting machines. He said that the cabinet decided that the ministers for science and technology and information technology would meet the chief election commissioner on Wednesday (today) to assure all out assistance from the government in holding Islamabad local government elections through EVMs.: [470, 421, 694, 490]
paragraph: "We chose to make the first disbursement of the I-SAAF scheme at MCCI because of its great help in this connection in the past too," he noted. Neither the SBP extends loans itself nor it deals with customers; rather it involves banks for it, the governor said and added that the central bank runs its schemes in collaborations with different chambers of commerce.: [702, 931, 938, 974]
paragraph: order to bring about more improvements. Political opponents of the PPP indulge in such kind of propaganda to influence the situation," he commented.: [702, 1200, 938, 1218]
paragraph: He assured the continued support and facilitation of the central bank for the business community and also advocated them to continue playing their effective role in overall economic growth of the country. - TLTP: [702, 1008, 938, 1034]
paragraph: Meanwhile, briefing the media about the decisions taken in the cabinet meeting, Minister for Information and Broadcasting Fawad Chaudhry said that all economic indicators show positive trajectory and government has made much progress in these sectors.: [470, 258, 694, 293]
continued-from-label: Continued from page 8: [745, 1125, 937, 1138]
article-body: [238, 1126, 462, 1324]
article-body: [702, 1142, 938, 1176]
paragraph: The developmental export sectors comprise engineering goods (including auto parts, pharmaceuticals, marble & minerals, processed food & beverages, footwear, gems & jewellery, meat & poultry, and chemicals.: [470, 103, 694, 129]
paragraph: Earlier this month, the PSMA in a statement, apprised about the illicit activities of the middlemen, saying that the middle-mon mafia is selling cane to the sugar mills at higher rates other than the government fixed prices. This action not only goes against the government's writ but also against the sugar mills, which are compelled to buy sugarcane at exorbitant rates to keep the mills running, it added. - TLTP: [702, 1066, 938, 1118]
paragraph: He said that wealth creation is improving in the country, while textile, information technology, agriculture and other sectors are performing well.: [470, 292, 694, 310]
paragraph: The US' Texas has reported its first death related to the Omicron Covid-19 variant. It is believed to be the first known recorded Omicron death in the United States. The US Centre for Disease Control and Prevention did not immediately respond to a request for comment on the issue. County judge Lina Hidalgo tweeted that the man was the first local fatality from the variant.: [238, 956, 462, 999]
paragraph: The first deliveries of Russia's powerful S-400 air defence missile system are expected to be completed by the end of this year, with the unit being operationalised in the next few weeks.: [238, 385, 462, 411]
paragraph: Quaid-i-Azam Business Park in the province has been revived to fast track the industrialization. Alluma Iqbal Industrial City under CPEC, is also developing speedily. There are also twenty four small industrial estates operational across the province.: [702, 376, 938, 410]
paragraph: Earlier on Saturday last, India successfully tested the new generation nuclear-capable Agni Prime ballistic missile from Dr APJ Abdul Kalam island off the coast of Odisha, according to an official statement issued by the Indian Defence Research and Development Organisation (DRDO).: [6, 889, 230, 924]
story-number: No #19: [703, 139, 745, 152]
paragraph: Prof. Niemela is a Research Scientist Emeritus and Consultant at the Abdus Salam International Centre for Theoretical Physics, a UNESCO Category 1 Institute, where he headed its Office of External Activities, Training and Research in Italian Laboratories (TRIL) program, and Applied Physics group.: [6, 676, 230, 711]
